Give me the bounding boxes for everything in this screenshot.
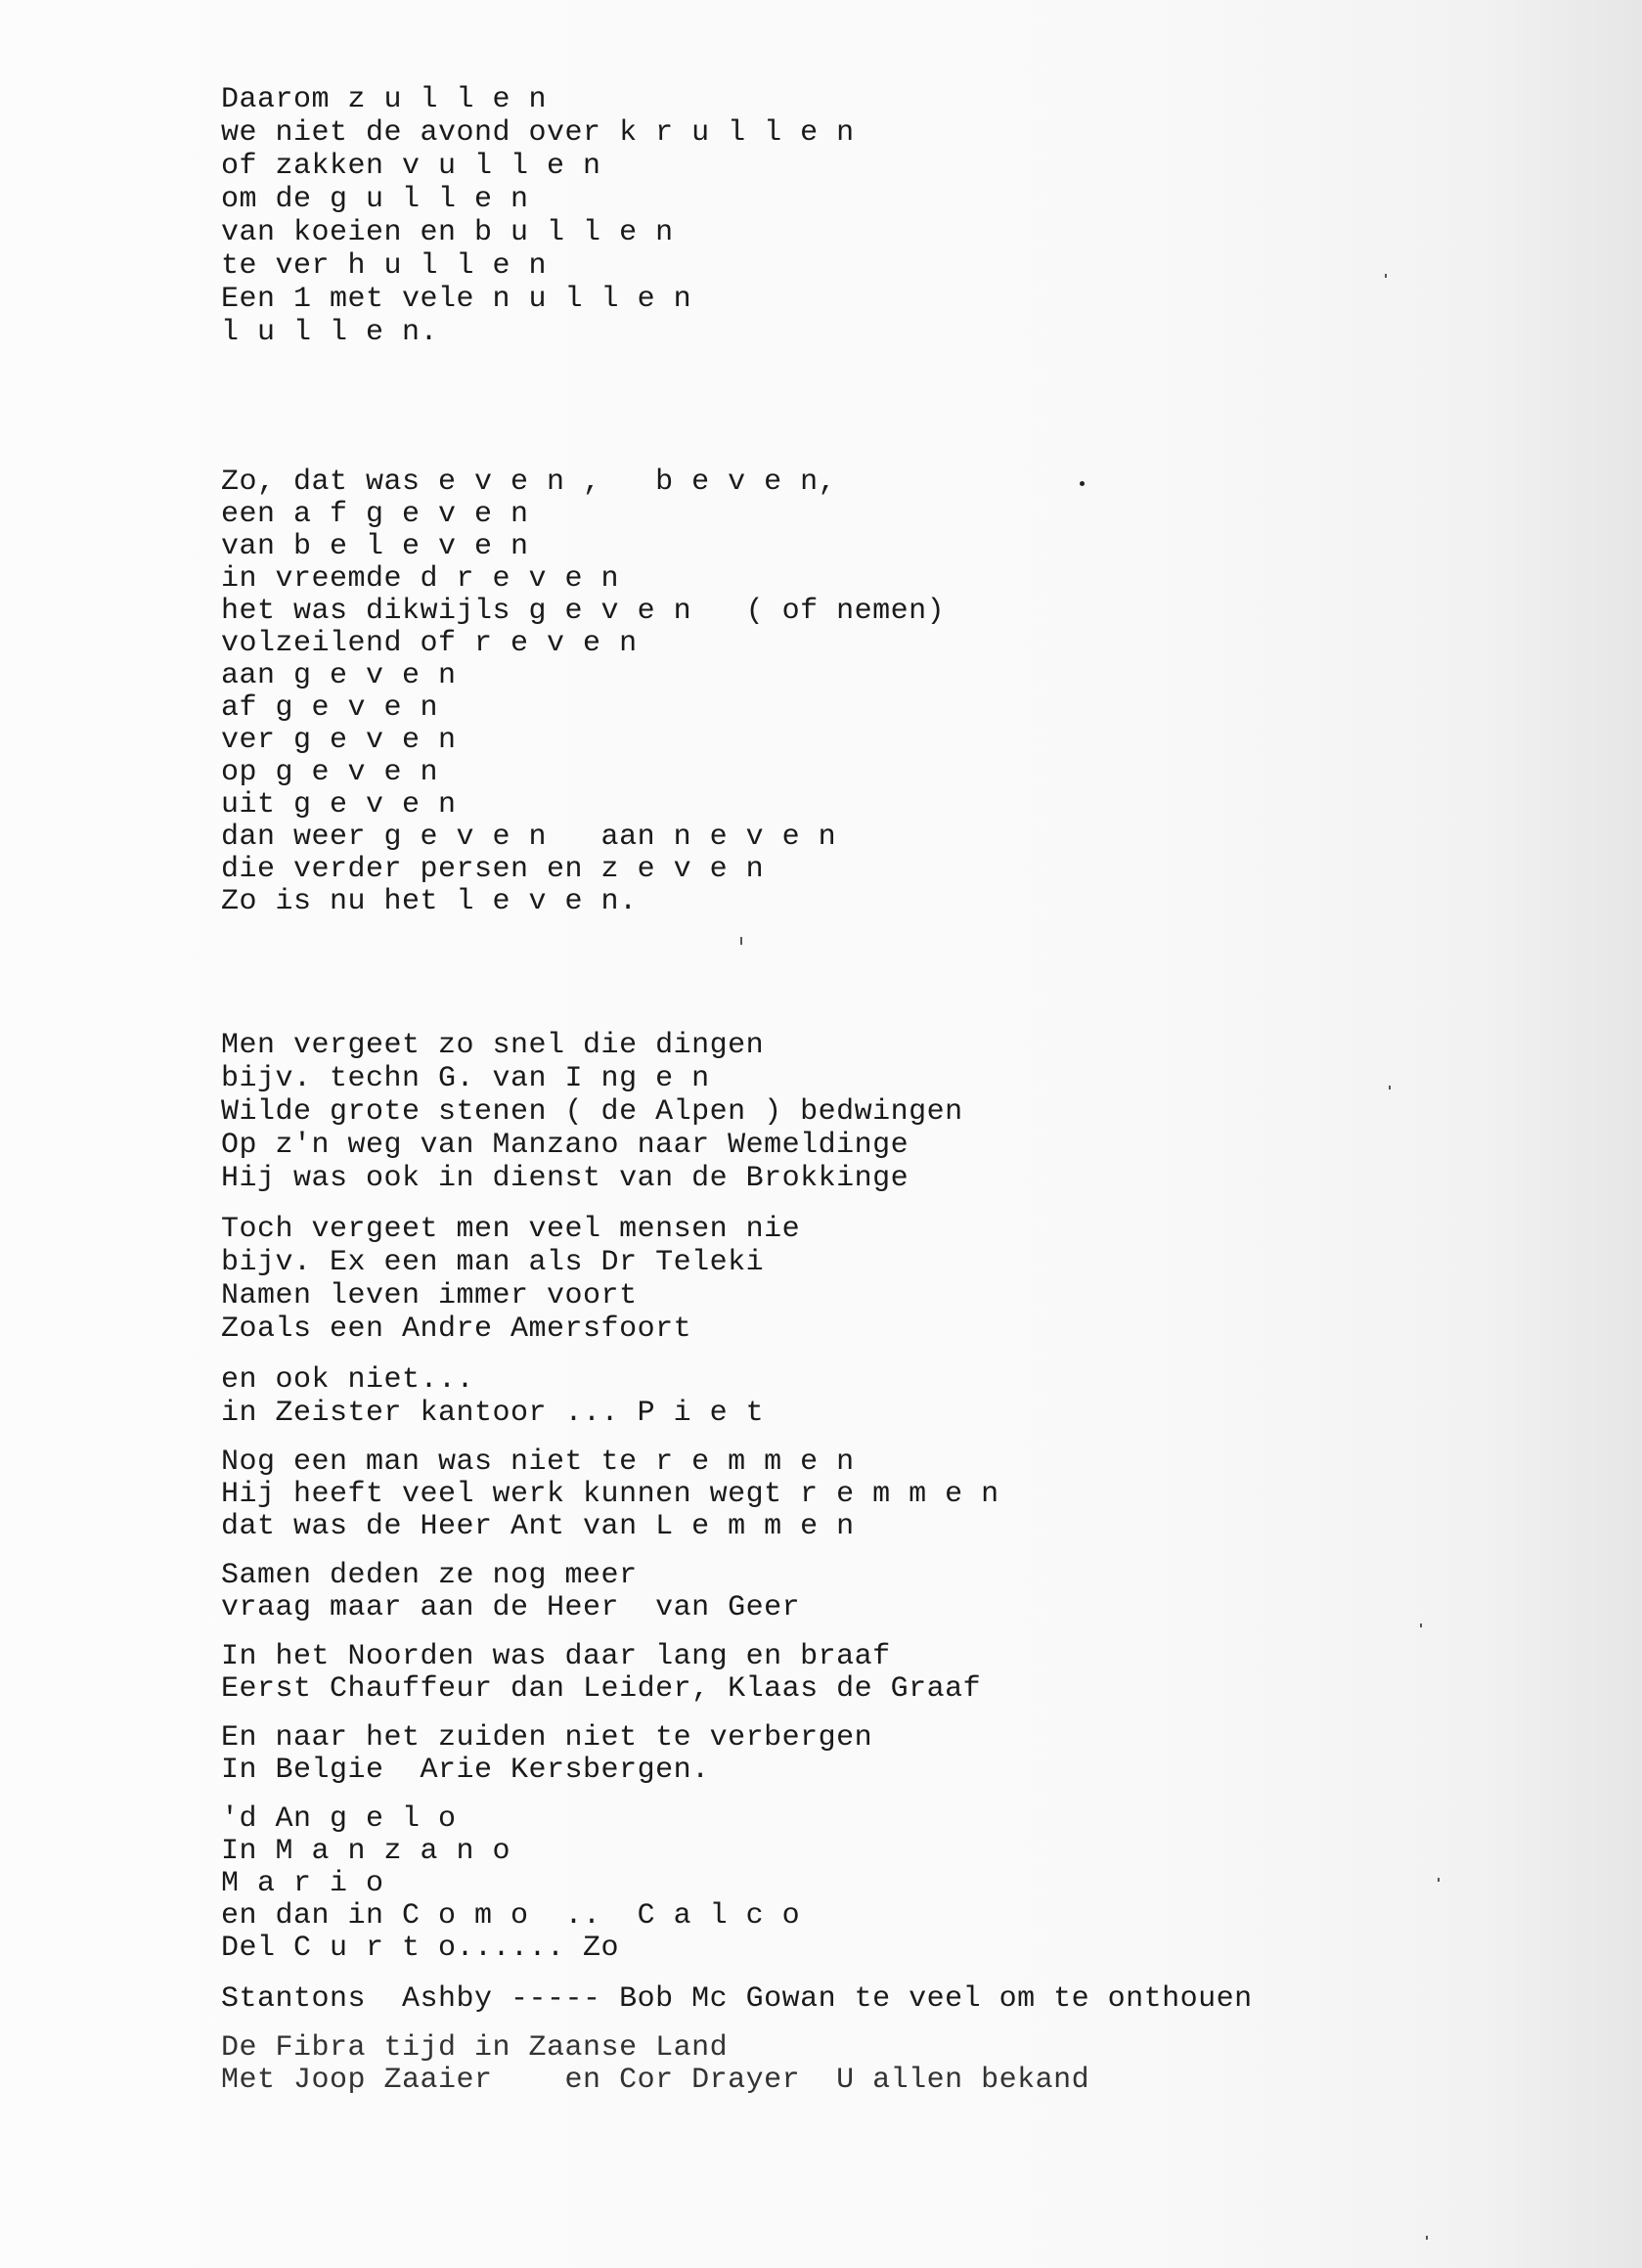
stanza3-line: bijv. techn G. van I ng e n — [221, 1062, 710, 1095]
scan-mark — [1438, 1878, 1440, 1882]
stanza3-line: De Fibra tijd in Zaanse Land — [221, 2031, 729, 2065]
stanza3-line: en dan in C o m o .. C a l c o — [221, 1899, 801, 1933]
stanza3-line: vraag maar aan de Heer van Geer — [221, 1591, 801, 1624]
stanza3-line: dat was de Heer Ant van L e m m e n — [221, 1510, 855, 1543]
stanza3-line: en ook niet... — [221, 1363, 475, 1397]
stanza2-line: volzeilend of r e v e n — [221, 627, 638, 660]
stanza1-line: om de g u l l e n — [221, 183, 529, 216]
stanza3-line: Wilde grote stenen ( de Alpen ) bedwingen — [221, 1095, 963, 1129]
stanza3-line: M a r i o — [221, 1867, 384, 1900]
stanza3-line: Nog een man was niet te r e m m e n — [221, 1445, 855, 1479]
scan-mark — [1426, 2236, 1428, 2240]
stanza3-line: Samen deden ze nog meer — [221, 1559, 638, 1592]
stanza2-line: aan g e v e n — [221, 659, 457, 692]
stanza3-line: Stantons Ashby ----- Bob Mc Gowan te veel om te onthouen — [221, 1982, 1253, 2016]
stanza2-line: uit g e v e n — [221, 788, 457, 822]
scan-mark — [1385, 274, 1387, 278]
stanza2-line: af g e v e n — [221, 691, 439, 725]
stanza3-line: Men vergeet zo snel die dingen — [221, 1029, 765, 1062]
stanza3-line: bijv. Ex een man als Dr Teleki — [221, 1246, 765, 1279]
stanza1-line: Een 1 met vele n u l l e n — [221, 283, 692, 316]
stanza1-line: l u l l e n. — [221, 316, 439, 349]
stanza3-line: In Belgie Arie Kersbergen. — [221, 1754, 710, 1787]
stanza2-line: die verder persen en z e v e n — [221, 853, 765, 886]
stanza3-line: Hij was ook in dienst van de Brokkinge — [221, 1162, 910, 1195]
stanza3-line: In M a n z a n o — [221, 1835, 511, 1868]
stanza3-line: Hij heeft veel werk kunnen wegt r e m m e n — [221, 1478, 999, 1511]
stanza2-line: Zo is nu het l e v e n. — [221, 885, 638, 918]
stanza3-line: Op z'n weg van Manzano naar Wemeldinge — [221, 1129, 910, 1162]
stanza1-line: van koeien en b u l l e n — [221, 216, 674, 249]
stanza1-line: of zakken v u l l e n — [221, 150, 601, 183]
stanza1-line: te ver h u l l e n — [221, 249, 548, 283]
stanza3-line: Zoals een Andre Amersfoort — [221, 1312, 692, 1346]
scan-mark — [1420, 1623, 1422, 1627]
stanza2-line: in vreemde d r e v e n — [221, 562, 620, 596]
ink-dot — [1080, 481, 1085, 486]
stanza2-line: een a f g e v e n — [221, 498, 529, 531]
stanza3-line: Del C u r t o...... Zo — [221, 1932, 620, 1965]
scan-mark — [740, 937, 742, 945]
stanza1-line: Daarom z u l l e n — [221, 83, 548, 116]
stanza2-line: van b e l e v e n — [221, 530, 529, 563]
stanza3-line: Toch vergeet men veel mensen nie — [221, 1213, 801, 1246]
stanza3-line: In het Noorden was daar lang en braaf — [221, 1640, 891, 1673]
stanza3-line: Eerst Chauffeur dan Leider, Klaas de Graaf — [221, 1672, 982, 1706]
stanza3-line: in Zeister kantoor ... P i e t — [221, 1397, 765, 1430]
stanza3-line: 'd An g e l o — [221, 1802, 457, 1836]
stanza3-line: Met Joop Zaaier en Cor Drayer U allen bekand — [221, 2064, 1090, 2097]
stanza2-line: het was dikwijls g e v e n ( of nemen) — [221, 595, 946, 628]
stanza1-line: we niet de avond over k r u l l e n — [221, 116, 855, 150]
stanza2-line: dan weer g e v e n aan n e v e n — [221, 821, 837, 854]
stanza2-line: ver g e v e n — [221, 724, 457, 757]
stanza2-line: Zo, dat was e v e n , b e v e n, — [221, 466, 837, 499]
scan-mark — [1389, 1086, 1391, 1090]
stanza2-line: op g e v e n — [221, 756, 439, 789]
stanza3-line: Namen leven immer voort — [221, 1279, 638, 1312]
stanza3-line: En naar het zuiden niet te verbergen — [221, 1721, 873, 1755]
